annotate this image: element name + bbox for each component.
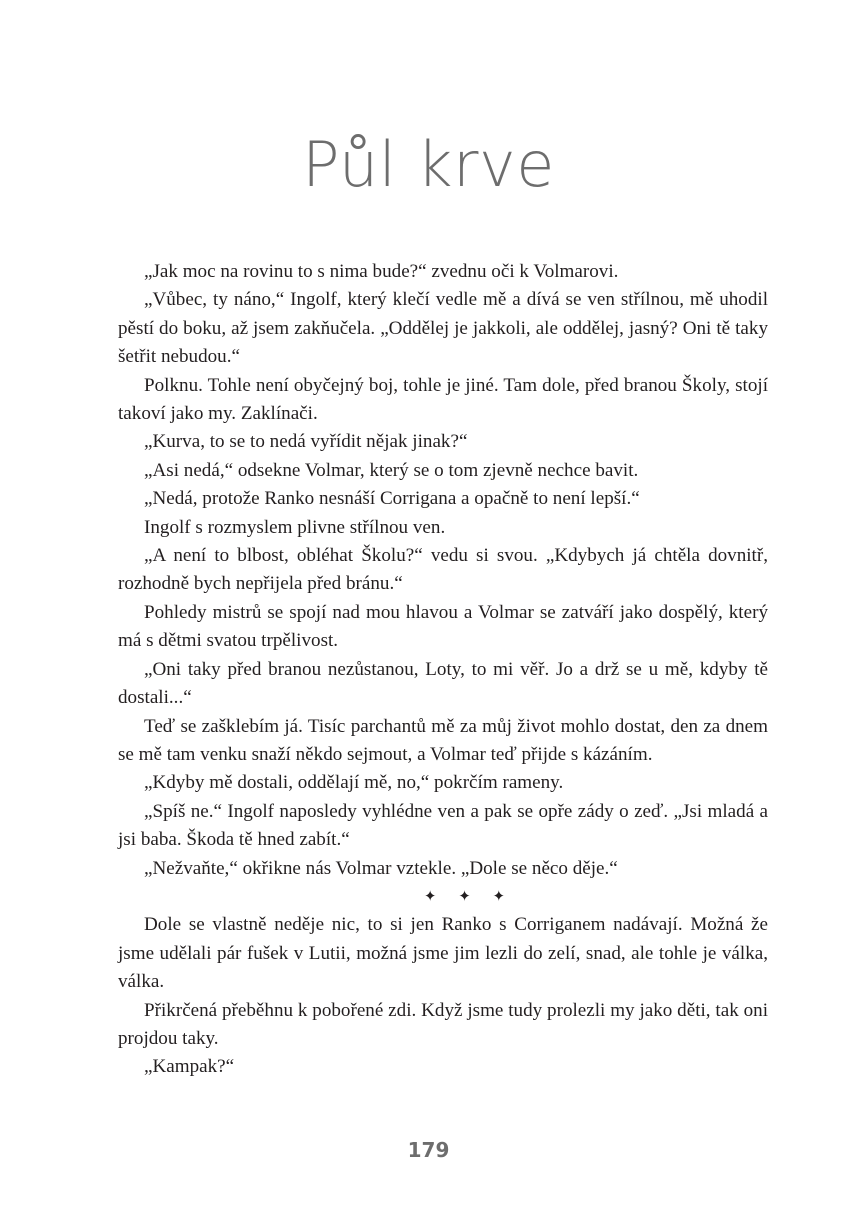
- paragraph: „Vůbec, ty náno,“ Ingolf, který klečí vedle mě a dívá se ven střílnou, mě uhodil pěstí do boku, až jsem zakňučela. „Oddělej je jakkoli, ale oddělej, jasný? Oni tě taky šetřit nebudou.“: [118, 289, 768, 368]
- paragraph: „Asi nedá,“ odsekne Volmar, který se o tom zjevně nechce bavit.: [144, 459, 639, 481]
- paragraph: „Nedá, protože Ranko nesnáší Corrigana a opačně to není lepší.“: [144, 488, 640, 510]
- divider-glyphs: ✦ ✦ ✦: [423, 888, 515, 905]
- paragraph: Dole se vlastně neděje nic, to si jen Ranko s Corriganem nadávají. Možná že jsme udělali pár fušek v Lutii, možná jsme jim lezli do zelí, snad, ale tohle je válka, válka.: [118, 914, 768, 993]
- paragraph: Polknu. Tohle není obyčejný boj, tohle je jiné. Tam dole, před branou Školy, stojí takoví jako my. Zaklínači.: [118, 374, 768, 425]
- paragraph: „Kurva, to se to nedá vyřídit nějak jinak?“: [144, 431, 468, 453]
- paragraph: Přikrčená přeběhnu k pobořené zdi. Když jsme tudy prolezli my jako děti, tak oni projdou taky.: [118, 999, 768, 1049]
- paragraph: „Jak moc na rovinu to s nima bude?“ zvednu oči k Volmarovi.: [144, 261, 619, 282]
- page-title: Půl krve: [302, 128, 555, 201]
- body-text: [118, 258, 768, 1082]
- section-divider: [118, 883, 768, 911]
- paragraph: Teď se zašklebím já. Tisíc parchantů mě za můj život mohlo dostat, den za dnem se mě tam venku snaží někdo sejmout, a Volmar teď přijde s kázáním.: [118, 715, 768, 765]
- paragraph: „Nežvaňte,“ okřikne nás Volmar vztekle. „Dole se něco děje.“: [144, 857, 618, 879]
- paragraph: „Spíš ne.“ Ingolf naposledy vyhlédne ven a pak se opře zády o zeď. „Jsi mladá a jsi baba. Škoda tě hned zabít.“: [118, 800, 768, 851]
- paragraph: „Kampak?“: [144, 1056, 235, 1078]
- paragraph: „Kdyby mě dostali, oddělají mě, no,“ pokrčím rameny.: [144, 772, 564, 794]
- paragraph: „A není to blbost, obléhat Školu?“ vedu si svou. „Kdybych já chtěla dovnitř, rozhodně bych nepřijela před bránu.“: [118, 545, 768, 595]
- page-number: 179: [407, 1138, 450, 1162]
- paragraph: „Oni taky před branou nezůstanou, Loty, to mi věř. Jo a drž se u mě, kdyby tě dostali...“: [118, 658, 768, 709]
- paragraph: Pohledy mistrů se spojí nad mou hlavou a Volmar se zatváří jako dospělý, který má s dětmi svatou trpělivost.: [118, 601, 768, 652]
- paragraph: Ingolf s rozmyslem plivne střílnou ven.: [144, 516, 446, 538]
